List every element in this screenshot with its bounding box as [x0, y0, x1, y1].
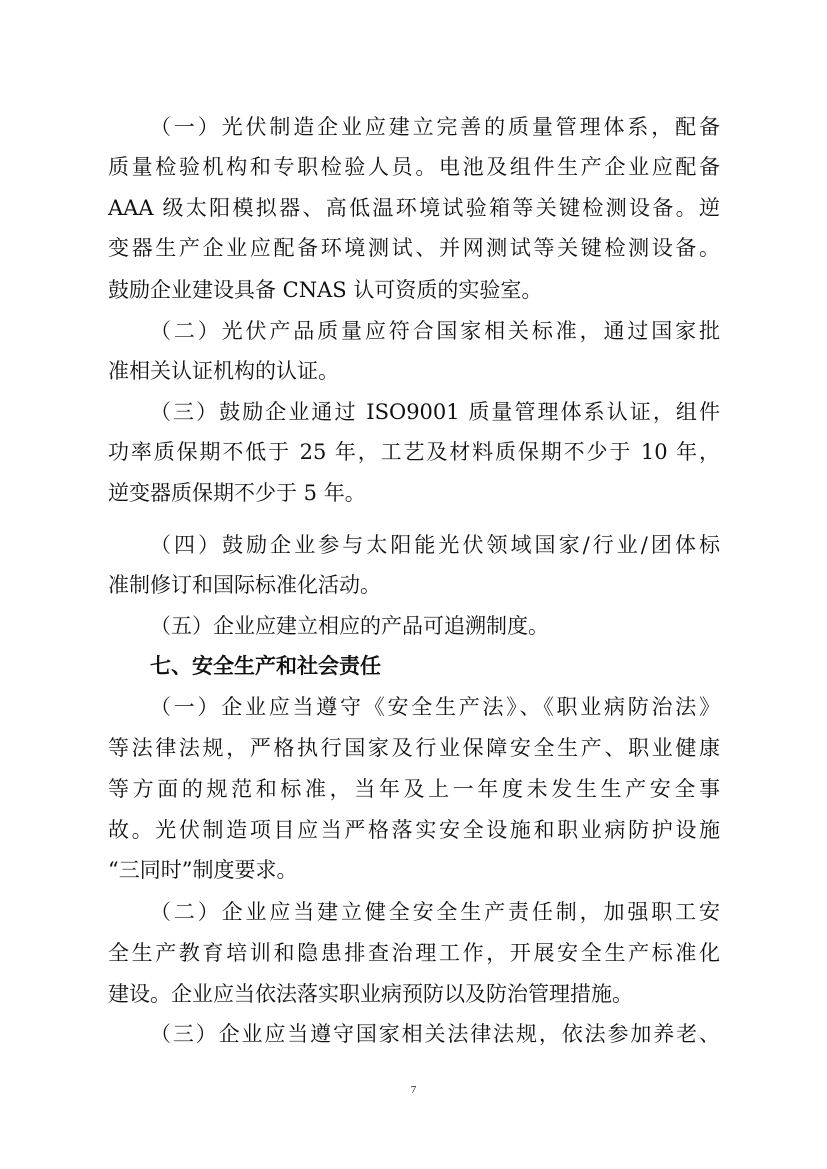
text-line: （三）企业应当遵守国家相关法律法规，依法参加养老、: [150, 1022, 720, 1046]
text-line: （一）光伏制造企业应建立完善的质量管理体系，配备: [150, 115, 720, 139]
text-line: （二）企业应当建立健全安全生产责任制，加强职工安: [150, 900, 720, 924]
text-line: 建设。企业应当依法落实职业病预防以及防治管理措施。: [108, 982, 633, 1006]
text-line: 鼓励企业建设具备 CNAS 认可资质的实验室。: [108, 278, 543, 302]
text-line: 质量检验机构和专职检验人员。电池及组件生产企业应配备: [108, 155, 720, 179]
text-line: 变器生产企业应配备环境测试、并网测试等关键检测设备。: [108, 236, 720, 260]
text-line: （一）企业应当遵守《安全生产法》、《职业病防治法》: [150, 695, 720, 719]
text-line: AAA 级太阳模拟器、高低温环境试验箱等关键检测设备。逆: [108, 196, 720, 220]
text-line: （二）光伏产品质量应符合国家相关标准，通过国家批: [150, 319, 720, 343]
text-line: （三）鼓励企业通过 ISO9001 质量管理体系认证，组件: [150, 400, 720, 424]
text-line: 等法律法规，严格执行国家及行业保障安全生产、职业健康: [108, 736, 720, 760]
text-line: 故。光伏制造项目应当严格落实安全设施和职业病防护设施: [108, 818, 720, 842]
text-line: 准相关认证机构的认证。: [108, 359, 339, 383]
section-heading: 七、安全生产和社会责任: [150, 653, 381, 678]
page-number: 7: [410, 1084, 417, 1096]
text-line: 准制修订和国际标准化活动。: [108, 573, 381, 597]
text-line: 功率质保期不低于 25 年，工艺及材料质保期不少于 10 年，: [108, 440, 720, 464]
text-line: 全生产教育培训和隐患排查治理工作，开展安全生产标准化: [108, 941, 720, 965]
text-line: 等方面的规范和标准，当年及上一年度未发生生产安全事: [108, 777, 720, 801]
text-line: “三同时”制度要求。: [108, 858, 298, 882]
text-line: 逆变器质保期不少于 5 年。: [108, 481, 366, 505]
text-line: （四）鼓励企业参与太阳能光伏领域国家/行业/团体标: [150, 533, 720, 557]
text-line: （五）企业应建立相应的产品可追溯制度。: [150, 614, 549, 638]
